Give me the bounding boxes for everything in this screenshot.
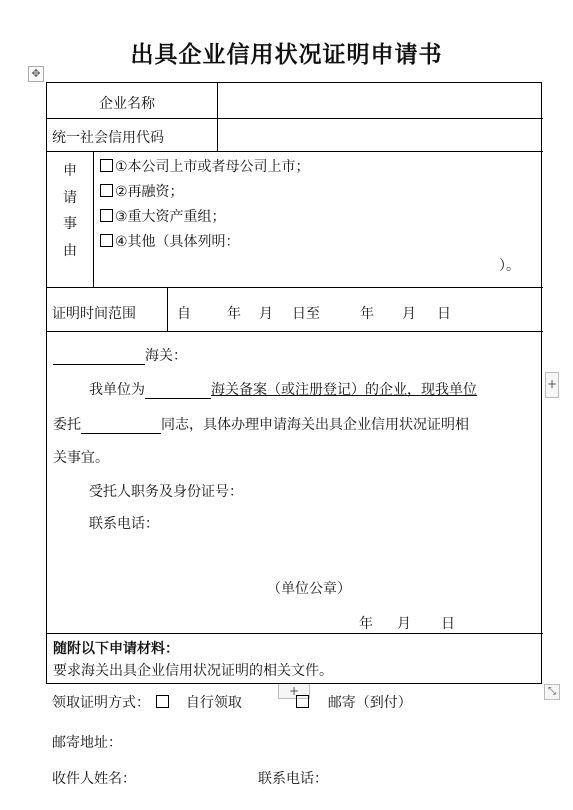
mail-checkbox-icon[interactable]	[296, 695, 309, 708]
reason-label-char: 申	[63, 163, 77, 179]
table-move-handle-icon[interactable]: ✥	[28, 66, 44, 82]
period-year: 年	[227, 306, 241, 322]
reason-label	[60, 158, 80, 264]
row-divider	[47, 633, 543, 634]
agent-name-blank[interactable]	[81, 417, 161, 434]
attachments-heading: 随附以下申请材料：	[53, 641, 179, 657]
date-year: 年	[359, 616, 373, 632]
letter-paragraph-line-3: 关事宜。	[53, 450, 109, 466]
reason-option-1[interactable]: ①本公司上市或者母公司上市；	[100, 156, 310, 176]
date-day: 日	[441, 616, 455, 632]
date-month: 月	[397, 616, 411, 632]
customs-addressee: 海关：	[53, 345, 187, 365]
contact-phone-label: 联系电话：	[89, 516, 159, 532]
reason-option-4[interactable]: ④其他（具体列明：	[100, 231, 240, 251]
reason-label-char: 请	[63, 189, 77, 206]
recipient-phone-label: 联系电话：	[258, 771, 328, 787]
row-divider	[47, 287, 543, 288]
checkbox-icon[interactable]	[100, 234, 113, 247]
period-day-to: 日至	[292, 306, 320, 322]
add-row-plus-icon[interactable]: +	[278, 684, 310, 699]
company-blank[interactable]	[145, 382, 211, 399]
reason-label-char: 事	[63, 216, 77, 232]
reason-label-char: 由	[63, 242, 77, 259]
credit-code-label: 统一社会信用代码	[52, 130, 164, 146]
credit-code-field[interactable]	[221, 120, 539, 149]
mail-address-label: 邮寄地址：	[52, 735, 122, 751]
agent-id-label: 受托人职务及身份证号：	[89, 484, 243, 500]
application-form-table	[46, 82, 542, 684]
pickup-method-line: 领取证明方式： 自行领取 邮寄（到付）	[52, 695, 412, 711]
period-month-end: 月	[402, 306, 416, 322]
period-year-end: 年	[360, 306, 374, 322]
row-divider	[47, 118, 543, 119]
period-label: 证明时间范围	[52, 306, 136, 322]
checkbox-icon[interactable]	[100, 184, 113, 197]
column-divider	[217, 83, 218, 151]
reason-option-2[interactable]: ②再融资；	[100, 181, 184, 201]
letter-paragraph-line-1: 我单位为 海关备案（或注册登记）的企业，现我单位	[89, 382, 477, 398]
reason-option-3[interactable]: ③重大资产重组；	[100, 206, 226, 226]
checkbox-icon[interactable]	[100, 209, 113, 222]
document-title: 出具企业信用状况证明申请书	[130, 42, 443, 68]
recipient-name-label: 收件人姓名：	[52, 771, 136, 787]
unit-seal: （单位公章）	[267, 581, 351, 597]
column-divider	[167, 287, 168, 331]
column-divider	[93, 151, 94, 287]
period-month: 月	[259, 306, 273, 322]
resize-handle-icon[interactable]: ⤡	[544, 684, 560, 700]
row-divider	[47, 151, 543, 152]
add-column-plus-icon[interactable]: +	[545, 372, 559, 398]
period-from: 自	[177, 306, 191, 322]
letter-paragraph-line-2: 委托 同志，具体办理申请海关出具企业信用状况证明相	[53, 417, 469, 433]
row-divider	[47, 331, 543, 332]
customs-name-blank[interactable]	[53, 348, 145, 365]
attachments-item: 要求海关出具企业信用状况证明的相关文件。	[53, 663, 333, 679]
checkbox-icon[interactable]	[100, 159, 113, 172]
self-pickup-checkbox-icon[interactable]	[156, 695, 169, 708]
reason-close-paren: ）。	[499, 258, 520, 274]
company-name-field[interactable]	[221, 85, 539, 116]
period-day-end: 日	[437, 306, 451, 322]
company-name-label: 企业名称	[99, 96, 155, 112]
